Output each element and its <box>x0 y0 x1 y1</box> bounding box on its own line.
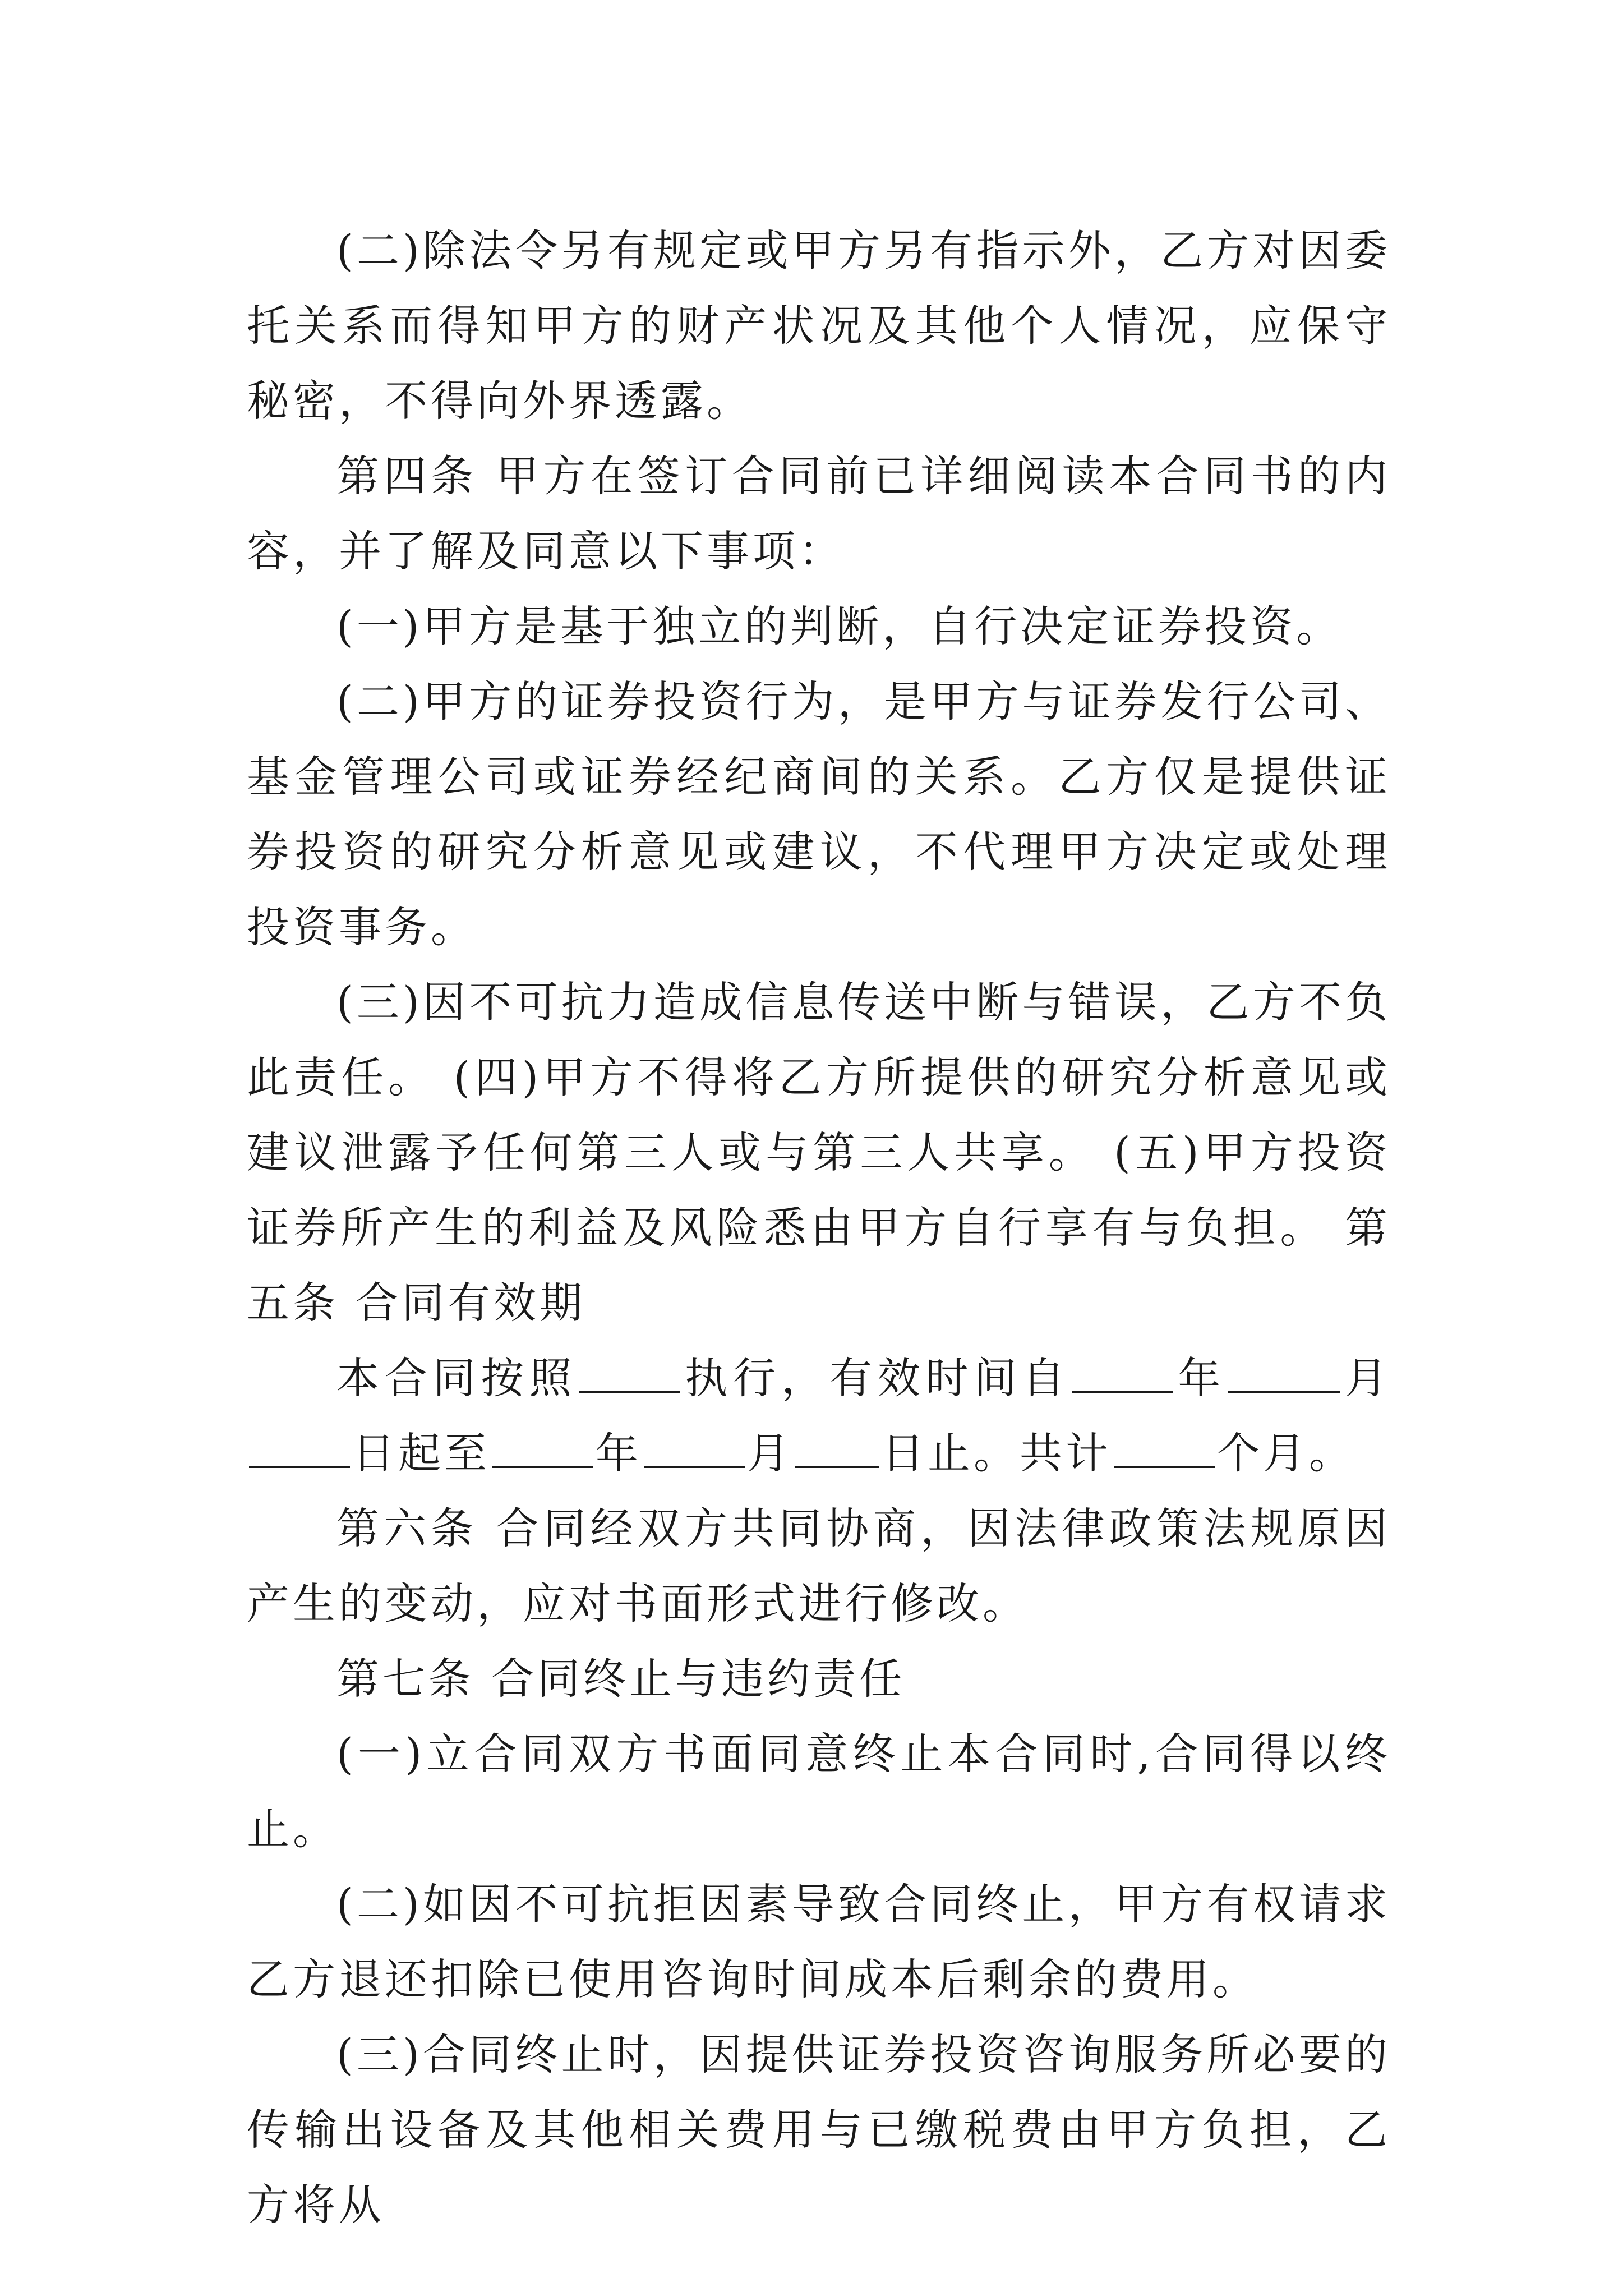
total-months-blank <box>1114 1427 1215 1468</box>
term-text-4: 月 <box>1343 1353 1391 1403</box>
document-body <box>247 213 1391 2243</box>
article-7-item-2-paragraph: (二)如因不可抗拒因素导致合同终止，甲方有权请求乙方退还扣除已使用咨询时间成本后剩余的费用。 <box>247 1879 1391 2004</box>
start-month-blank <box>1228 1352 1340 1393</box>
term-text-5: 日起至 <box>352 1428 490 1478</box>
article-4-items-3-5-paragraph: (三)因不可抗力造成信息传送中断与错误，乙方不负此责任。 (四)甲方不得将乙方所提供的研究分析意见或建议泄露予任何第三人或与第三人共享。 (五)甲方投资证券所产生的利益及风险悉由甲方自行享有与负担。 第五条 合同有效期 <box>247 977 1391 1328</box>
end-year-blank <box>492 1427 593 1468</box>
term-text-9: 个月。 <box>1217 1428 1355 1478</box>
term-text-8: 日止。共计 <box>882 1428 1112 1478</box>
article-6-paragraph: 第六条 合同经双方共同协商，因法律政策法规原因产生的变动，应对书面形式进行修改。 <box>247 1503 1391 1628</box>
term-text-1: 本合同按照 <box>336 1353 578 1403</box>
term-clause-paragraph <box>247 1341 1391 1491</box>
term-text-2: 执行，有效时间自 <box>683 1353 1071 1403</box>
start-year-blank <box>1072 1352 1173 1393</box>
article-7-heading: 第七条 合同终止与违约责任 <box>336 1654 906 1704</box>
end-day-blank <box>795 1427 879 1468</box>
start-day-blank <box>249 1427 350 1468</box>
article-4-item-2-paragraph: (二)甲方的证券投资行为，是甲方与证券发行公司、基金管理公司或证券经纪商间的关系。乙方仅是提供证券投资的研究分析意见或建议，不代理甲方决定或处理投资事务。 <box>247 677 1391 952</box>
article-7-item-3-paragraph: (三)合同终止时，因提供证券投资咨询服务所必要的传输出设备及其他相关费用与已缴税费由甲方负担，乙方将从 <box>247 2030 1391 2230</box>
article-7-item-1-paragraph: (一)立合同双方书面同意终止本合同时,合同得以终止。 <box>247 1729 1391 1854</box>
clause-3-2-paragraph: (二)除法令另有规定或甲方另有指示外，乙方对因委托关系而得知甲方的财产状况及其他个人情况，应保守秘密，不得向外界透露。 <box>247 226 1391 426</box>
basis-blank <box>579 1352 680 1393</box>
term-text-7: 月 <box>747 1428 793 1478</box>
term-text-6: 年 <box>596 1428 642 1478</box>
term-text-3: 年 <box>1175 1353 1227 1403</box>
article-4-paragraph: 第四条 甲方在签订合同前已详细阅读本合同书的内容，并了解及同意以下事项： <box>247 451 1391 576</box>
article-4-item-1-paragraph: (一)甲方是基于独立的判断，自行决定证券投资。 <box>336 601 1343 651</box>
end-month-blank <box>644 1427 745 1468</box>
